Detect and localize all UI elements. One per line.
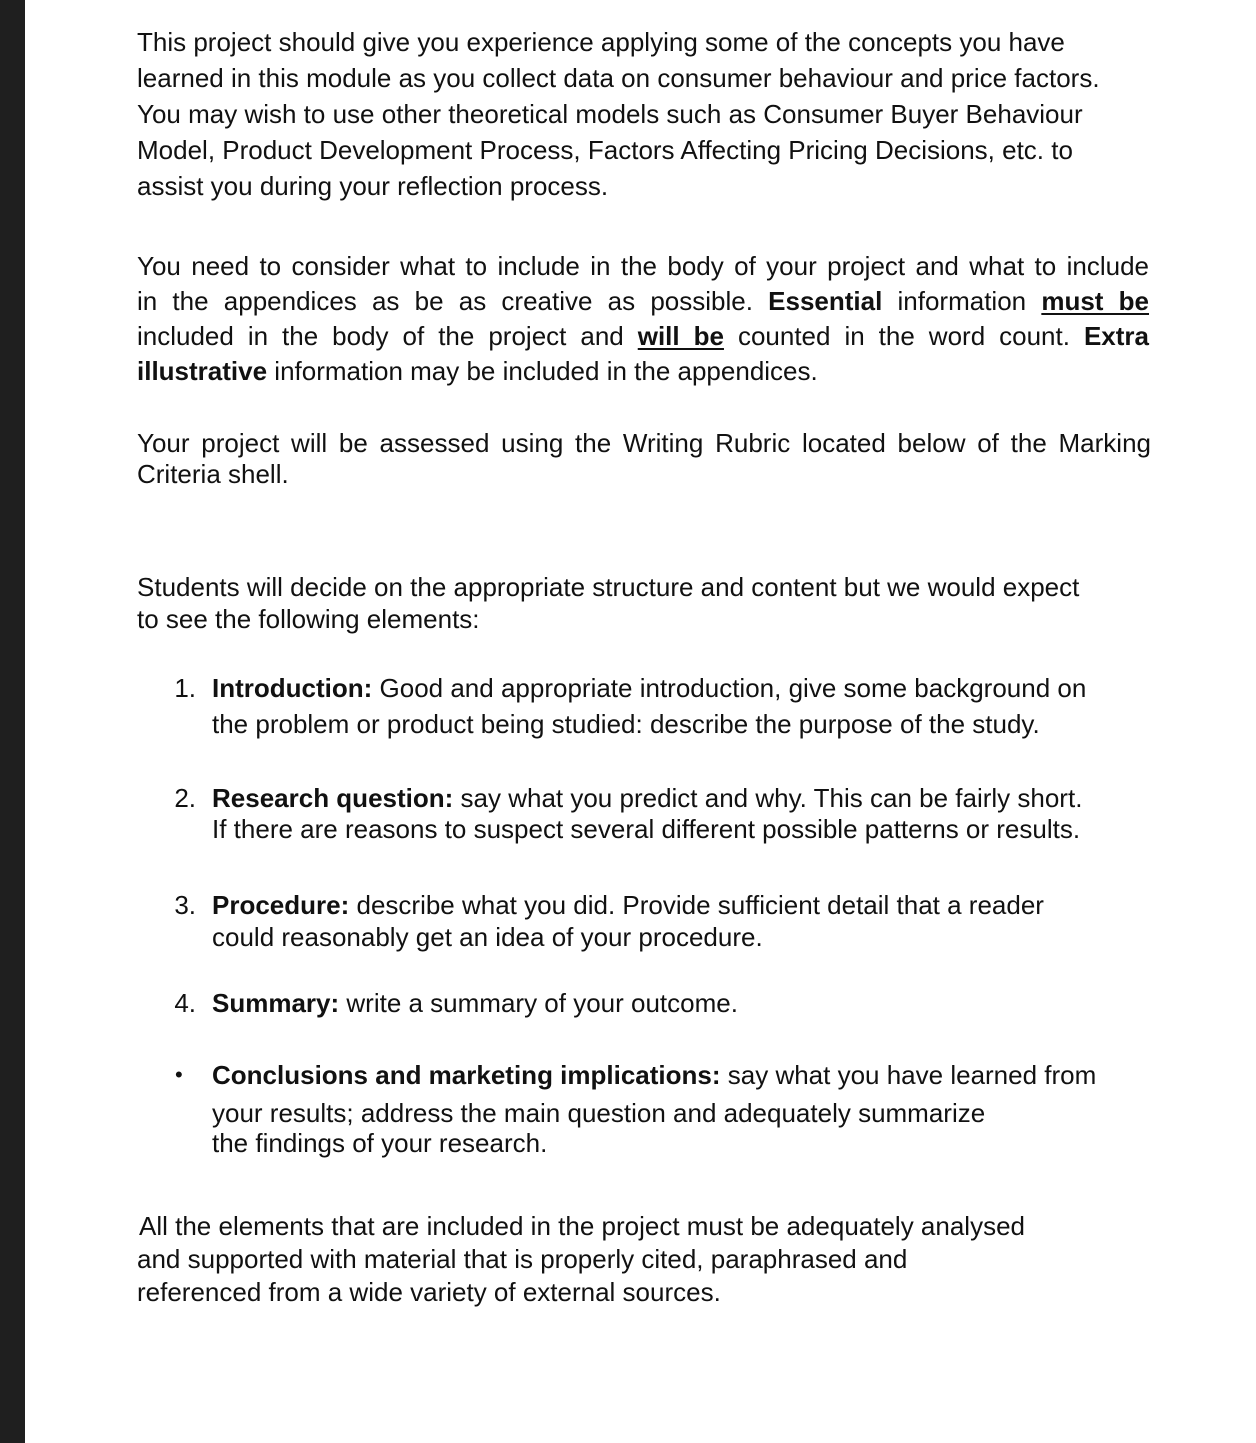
closing-paragraph	[139, 1210, 1139, 1309]
item-text: could reasonably get an idea of your procedure.	[212, 922, 763, 952]
body-line-2: in the appendices as be as creative as possible. Essential information must be	[137, 286, 1150, 316]
structure-intro-paragraph	[137, 571, 1137, 635]
list-item-introduction	[212, 670, 1132, 742]
item-label: Conclusions and marketing implications:	[212, 1060, 721, 1090]
item-text: say what you have learned from	[720, 1060, 1097, 1090]
item-label: Introduction:	[212, 673, 373, 703]
item-text: say what you predict and why. This can be fairly short.	[453, 783, 1083, 813]
list-number: 2.	[174, 783, 196, 813]
intro-line: assist you during your reflection process.	[137, 171, 609, 201]
closing-line: referenced from a wide variety of external sources.	[137, 1277, 721, 1307]
item-label: Procedure:	[212, 890, 350, 920]
list-item-summary	[212, 987, 1132, 1019]
list-item-research-question	[212, 783, 1132, 845]
list-number: 3.	[174, 890, 196, 920]
item-text: the findings of your research.	[212, 1128, 548, 1158]
assessment-line: Your project will be assessed using the Writing Rubric located below of the Marking	[137, 428, 1151, 458]
intro-line: You may wish to use other theoretical models such as Consumer Buyer Behaviour	[137, 99, 1083, 129]
item-text: your results; address the main question and adequately summarize	[212, 1098, 986, 1128]
item-label: Research question:	[212, 783, 454, 813]
item-label: Summary:	[212, 988, 340, 1018]
intro-line: Model, Product Development Process, Factors Affecting Pricing Decisions, etc. to	[137, 135, 1073, 165]
body-paragraph	[137, 249, 1149, 389]
structure-intro-line: to see the following elements:	[137, 604, 480, 634]
will-be-emphasis: will be	[637, 321, 724, 351]
assessment-paragraph	[137, 428, 1151, 490]
structure-intro-line: Students will decide on the appropriate structure and content but we would expect	[137, 572, 1080, 602]
item-text: If there are reasons to suspect several different possible patterns or results.	[212, 814, 1081, 844]
list-item-conclusions	[212, 1059, 1132, 1158]
item-text: write a summary of your outcome.	[339, 988, 738, 1018]
intro-paragraph	[137, 24, 1147, 204]
viewer-left-edge	[0, 0, 25, 1443]
item-text: Good and appropriate introduction, give some background on	[372, 673, 1087, 703]
intro-line: learned in this module as you collect data on consumer behaviour and price factors.	[137, 63, 1100, 93]
body-line-1: You need to consider what to include in the body of your project and what to include	[137, 251, 1149, 281]
list-item-procedure	[212, 889, 1132, 953]
essential-emphasis: Essential	[768, 286, 883, 316]
list-number: 4.	[174, 988, 196, 1018]
closing-line: and supported with material that is properly cited, paraphrased and	[137, 1244, 908, 1274]
list-number: 1.	[174, 673, 196, 703]
body-line-3: included in the body of the project and will be counted in the word count. Extra	[137, 321, 1149, 351]
intro-line: This project should give you experience applying some of the concepts you have	[137, 27, 1065, 57]
document-page	[25, 0, 1256, 1443]
must-be-emphasis: must be	[1041, 286, 1150, 316]
item-text: describe what you did. Provide sufficient detail that a reader	[349, 890, 1044, 920]
closing-line: All the elements that are included in the project must be adequately analysed	[139, 1211, 1025, 1241]
assessment-line: Criteria shell.	[137, 459, 289, 489]
extra-emphasis: Extra	[1083, 321, 1149, 351]
body-line-4: illustrative information may be included in the appendices.	[137, 356, 818, 386]
illustrative-emphasis: illustrative	[137, 356, 268, 386]
item-text: the problem or product being studied: describe the purpose of the study.	[212, 709, 1040, 739]
bullet-icon: •	[175, 1062, 183, 1087]
